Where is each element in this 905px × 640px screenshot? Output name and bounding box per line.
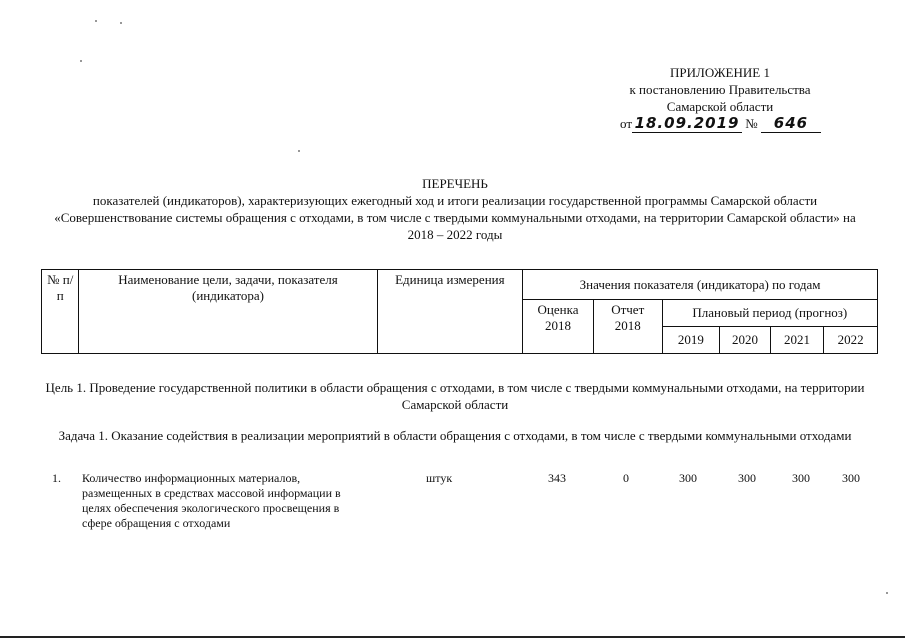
row-report: 0 <box>623 471 629 485</box>
row-2020: 300 <box>738 471 756 485</box>
scan-speck <box>298 150 300 152</box>
row-unit: штук <box>426 471 453 485</box>
order-line <box>600 115 840 133</box>
appendix-block <box>600 64 840 133</box>
row-estimate: 343 <box>548 471 566 485</box>
document-title: ПЕРЕЧЕНЬ <box>422 176 488 191</box>
from-label: от <box>620 116 633 131</box>
row-2022: 300 <box>842 471 860 485</box>
header-name: Наименование цели, задачи, показателя (индикатора) <box>79 270 377 354</box>
scan-speck <box>120 22 122 24</box>
header-year-2019: 2019 <box>662 327 720 354</box>
header-year-2022: 2022 <box>824 327 878 354</box>
appendix-line1: к постановлению Правительства <box>629 82 811 97</box>
header-unit: Единица измерения <box>377 270 523 354</box>
header-report: Отчет 2018 <box>593 300 662 354</box>
header-year-2020: 2020 <box>720 327 771 354</box>
document-title-block <box>40 175 870 243</box>
row-number: 1. <box>52 471 61 485</box>
row-2019: 300 <box>679 471 697 485</box>
number-label: № <box>745 116 758 131</box>
row-indicator-name: Количество информационных материалов, размещенных в средствах массовой информации в целях обеспечения экологического просвещения в сфере обращения с отходами <box>82 471 341 530</box>
row-2021: 300 <box>792 471 810 485</box>
header-values: Значения показателя (индикатора) по годам <box>523 270 878 300</box>
indicators-table-header <box>41 269 878 354</box>
scan-speck <box>95 20 97 22</box>
handwritten-number: 646 <box>761 115 821 133</box>
scan-speck <box>80 60 82 62</box>
appendix-line2: Самарской области <box>666 99 774 114</box>
goal-text: Цель 1. Проведение государственной политики в области обращения с отходами, в том числе с твердыми коммунальными отходами, на территории Самарской области <box>45 380 865 412</box>
header-num: № п/п <box>42 270 79 354</box>
header-year-2021: 2021 <box>770 327 824 354</box>
header-plan: Плановый период (прогноз) <box>662 300 877 327</box>
header-estimate: Оценка 2018 <box>523 300 594 354</box>
scan-speck <box>886 592 888 594</box>
document-subtitle: показателей (индикаторов), характеризующих ежегодный ход и итоги реализации государственной программы Самарской области «Совершенствование системы обращения с отходами, в том числе с твердыми коммунальными отходами, на территории Самарской области» на 2018 – 2022 годы <box>54 193 856 242</box>
handwritten-date: 18.09.2019 <box>632 115 742 133</box>
appendix-title: ПРИЛОЖЕНИЕ 1 <box>670 65 770 80</box>
task-text: Задача 1. Оказание содействия в реализации мероприятий в области обращения с отходами, в том числе с твердыми коммунальными отходами <box>58 428 852 443</box>
